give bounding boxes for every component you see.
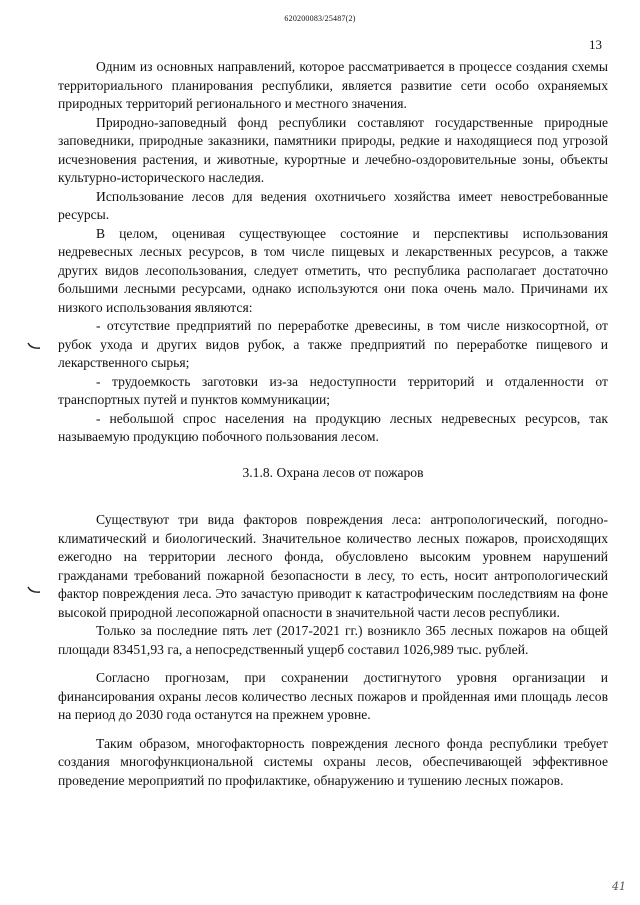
margin-mark-icon: [27, 586, 41, 594]
margin-mark-icon: [27, 342, 41, 350]
document-code: 620200083/25487(2): [284, 14, 356, 23]
paragraph: В целом, оценивая существующее состояние и перспективы использования недревесных лесных ресурсов, в том числе пищевых и лекарственных ресурсов, а также других видов лесопользования, следует отметить, что республика располагает достаточно большими лесными ресурсами, однако используются они пока очень мало. Причинами их низкого использования являются:: [58, 225, 608, 315]
paragraph: Таким образом, многофакторность повреждения лесного фонда республики требует создания многофункциональной системы охраны лесов, обеспечивающей эффективное проведение мероприятий по профилактике, обнаружению и тушению лесных пожаров.: [58, 735, 608, 788]
paragraph: Использование лесов для ведения охотничьего хозяйства имеет невостребованные ресурсы.: [58, 188, 608, 222]
list-item: - небольшой спрос населения на продукцию лесных недревесных ресурсов, так называемую продукцию побочного пользования лесом.: [58, 410, 608, 444]
paragraph: Согласно прогнозам, при сохранении достигнутого уровня организации и финансирования охраны лесов количество лесных пожаров и пройденная ими площадь лесов на период до 2030 года останутся на прежнем уровне.: [58, 670, 608, 722]
paragraph: Существуют три вида факторов повреждения леса: антропологический, погодно-климатический и биологический. Значительное количество лесных пожаров, происходящих ежегодно на территории лесного фонда, обусловлено высоким уровнем нарушений гражданами требований пожарной безопасности в лесу, то есть, носит антропологический фактор повреждения леса. Это зачастую приводит к катастрофическим последствиям на фоне высокой природной лесопожарной опасности в значительной части лесов республики.: [58, 512, 608, 620]
list-item: - отсутствие предприятий по переработке древесины, в том числе низкосортной, от рубок ухода и других видов рубок, а также предприятий по переработке пищевого и лекарственного сырья;: [58, 318, 608, 370]
paragraph: Природно-заповедный фонд республики составляют государственные природные заповедники, природные заказники, памятники природы, редкие и находящиеся под угрозой исчезновения растения, и животные, курортные и лечебно-оздоровительные зоны, объекты культурно-исторического наследия.: [58, 114, 608, 185]
paragraph: Одним из основных направлений, которое рассматривается в процессе создания схемы территориального планирования республики, является развитие сети особо охраняемых природных территорий регионального и местного значения.: [58, 59, 608, 111]
paragraph: Только за последние пять лет (2017-2021 гг.) возникло 365 лесных пожаров на общей площади 83451,93 га, а непосредственный ущерб составил 1026,989 тыс. рублей.: [58, 623, 608, 657]
page-number: 13: [589, 37, 602, 52]
section-title: 3.1.8. Охрана лесов от пожаров: [242, 464, 424, 480]
document-body: [58, 58, 608, 790]
list-item: - трудоемкость заготовки из-за недоступности территорий и отдаленности от транспортных путей и пунктов коммуникации;: [58, 373, 608, 407]
handwritten-page-mark: 41: [612, 880, 626, 893]
